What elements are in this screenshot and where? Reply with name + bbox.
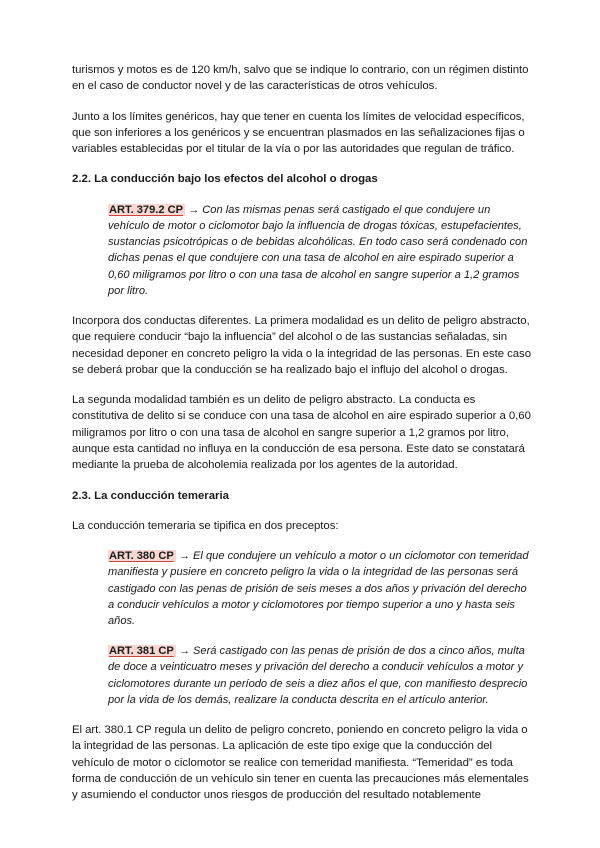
article-quote: [108, 548, 530, 629]
article-text: Será castigado con las penas de prisión de dos a cinco años, multa de doce a veinticuatro meses y privación del derecho a conducir vehículos a motor y ciclomotores durante un período de seis a diez años el que, con manifiesto desprecio por la vida de los demás, realizare la conducta descrita en el artículo anterior.: [108, 645, 528, 706]
document-page: [72, 62, 532, 818]
paragraph: El art. 380.1 CP regula un delito de peligro concreto, poniendo en concreto peligro la vida o la integridad de las personas. La aplicación de este tipo exige que la conducción del vehículo de motor o ciclomotor se realice con temeridad manifiesta. “Temeridad” es toda forma de conducción de un vehículo sin tener en cuenta las precauciones más elementales y asumiendo el conductor unos riesgos de producción del resultado notablemente: [72, 724, 529, 802]
paragraph: La segunda modalidad también es un delito de peligro abstracto. La conducta es constitutiva de delito si se conduce con una tasa de alcohol en aire espirado superior a 0,60 miligramos por litro o con una tasa de alcohol en sangre superior a 1,2 gramos por litro, aunque esta cantidad no influya en la conducción de esa persona. Este dato se constatará mediante la prueba de alcoholemia realizada por los agentes de la autoridad.: [72, 394, 531, 472]
arrow-icon: →: [178, 645, 190, 658]
paragraph: La conducción temeraria se tipifica en dos preceptos:: [72, 519, 339, 532]
section-heading: 2.2. La conducción bajo los efectos del alcohol o drogas: [72, 173, 378, 186]
arrow-icon: →: [178, 550, 190, 563]
paragraph: Junto a los límites genéricos, hay que tener en cuenta los límites de velocidad específicos, que son inferiores a los genéricos y se encuentran plasmados en las señalizaciones fijas o variables establecidas por el titular de la vía o por las autoridades que regulan de tráfico.: [72, 110, 525, 156]
arrow-icon: →: [188, 203, 200, 216]
article-reference: ART. 381 CP: [109, 645, 174, 658]
article-text: El que condujere un vehículo a motor o un ciclomotor con temeridad manifiesta y pusiere en concreto peligro la vida o la integridad de las personas será castigado con las penas de prisión de seis meses a dos años y privación del derecho a conducir vehículos a motor y ciclomotores por tiempo superior a uno y hasta seis años.: [108, 550, 529, 628]
section-heading: 2.3. La conducción temeraria: [72, 489, 229, 502]
article-reference: ART. 379.2 CP: [109, 203, 183, 216]
paragraph: turismos y motos es de 120 km/h, salvo que se indique lo contrario, con un régimen distinto en el caso de conductor novel y de las características de otros vehículos.: [72, 64, 529, 93]
article-quote: [108, 643, 530, 708]
paragraph: Incorpora dos conductas diferentes. La primera modalidad es un delito de peligro abstracto, que requiere conducir “bajo la influencia” del alcohol o de las sustancias señaladas, sin necesidad deponer en concreto peligro la vida o la integridad de las personas. En este caso se deberá probar que la conducción se ha realizado bajo el influjo del alcohol o drogas.: [72, 315, 531, 376]
article-quote: [108, 202, 530, 299]
article-text: Con las mismas penas será castigado el que condujere un vehículo de motor o ciclomotor bajo la influencia de drogas tóxicas, estupefacientes, sustancias psicotrópicas o de bebidas alcohólicas. En todo caso será condenado con dichas penas el que condujere con una tasa de alcohol en aire espirado superior a 0,60 miligramos por litro o con una tasa de alcohol en sangre superior a 1,2 gramos por litro.: [108, 203, 528, 297]
article-reference: ART. 380 CP: [109, 550, 174, 563]
